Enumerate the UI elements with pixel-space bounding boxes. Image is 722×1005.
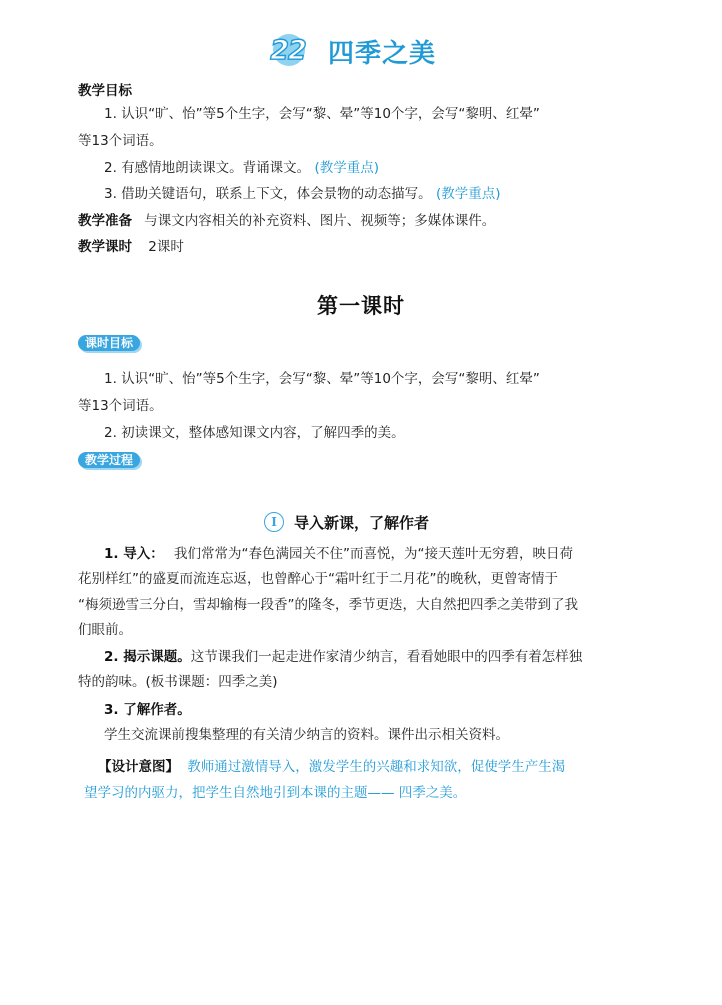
objectives-tag: 课时目标 [78, 335, 140, 351]
period-label: 教学课时 [78, 239, 132, 255]
para-1-label: 1. 导入： [104, 546, 164, 562]
para-1-text-1: 我们常常为“春色满园关不住”而喜悦，为“接天莲叶无穷碧，映日荷 [174, 546, 574, 562]
goals-label: 教学目标 [78, 83, 132, 99]
section-heading: 第一课时 [317, 294, 405, 318]
design-intent-text-1: 教师通过激情导入，激发学生的兴趣和求知欲，促使学生产生渴 [187, 759, 566, 775]
preparation-row [78, 212, 495, 230]
design-intent-line-2: 望学习的内驱力，把学生自然地引到本课的主题—— 四季之美。 [84, 785, 467, 801]
para-3-line-1: 学生交流课前搜集整理的有关清少纳言的资料。课件出示相关资料。 [104, 727, 509, 743]
goal-1-line-1: 1. 认识“旷、怡”等5个生字，会写“黎、晕”等10个字，会写“黎明、红晕” [104, 106, 540, 122]
goal-3-text: 3. 借助关键语句，联系上下文，体会景物的动态描写。 [104, 186, 432, 202]
step-1-badge: Ⅰ [264, 512, 284, 532]
goal-3 [104, 185, 501, 203]
process-tag: 教学过程 [78, 452, 140, 468]
design-intent-label: 【设计意图】 [98, 759, 179, 775]
goal-1-line-2: 等13个词语。 [78, 133, 163, 149]
design-intent-line-1 [98, 758, 565, 776]
lesson-number: 22 [270, 34, 306, 66]
period-text: 2课时 [148, 239, 184, 255]
goal-2-text: 2. 有感情地朗读课文。背诵课文。 [104, 160, 311, 176]
para-3-label: 3. 了解作者。 [104, 702, 191, 718]
para-2-line-2: 特的韵味。(板书课题：四季之美) [78, 674, 278, 690]
goal-2-note: (教学重点) [314, 160, 380, 176]
para-1-line-3: “梅须逊雪三分白，雪却输梅一段香”的隆冬，季节更迭，大自然把四季之美带到了我 [78, 597, 578, 613]
period-row [78, 238, 184, 256]
objective-2: 2. 初读课文，整体感知课文内容，了解四季的美。 [104, 425, 405, 441]
para-1-line-2: 花别样红”的盛夏而流连忘返，也曾醉心于“霜叶红于二月花”的晚秋，更曾寄情于 [78, 571, 558, 587]
goal-2 [104, 159, 379, 177]
para-2-line-1 [104, 648, 582, 666]
objective-1-line-1: 1. 认识“旷、怡”等5个生字，会写“黎、晕”等10个字，会写“黎明、红晕” [104, 371, 540, 387]
step-1-title: 导入新课，了解作者 [294, 514, 430, 532]
preparation-label: 教学准备 [78, 213, 132, 229]
para-2-label: 2. 揭示课题。 [104, 649, 191, 665]
goal-3-note: (教学重点) [435, 186, 501, 202]
objective-1-line-2: 等13个词语。 [78, 398, 163, 414]
para-1-line-1 [104, 545, 573, 563]
lesson-number-badge [268, 32, 308, 68]
lesson-title: 四季之美 [328, 39, 437, 69]
para-1-line-4: 们眼前。 [78, 622, 132, 638]
para-2-text-1: 这节课我们一起走进作家清少纳言，看看她眼中的四季有着怎样独 [190, 649, 583, 665]
preparation-text: 与课文内容相关的补充资料、图片、视频等；多媒体课件。 [144, 213, 496, 229]
